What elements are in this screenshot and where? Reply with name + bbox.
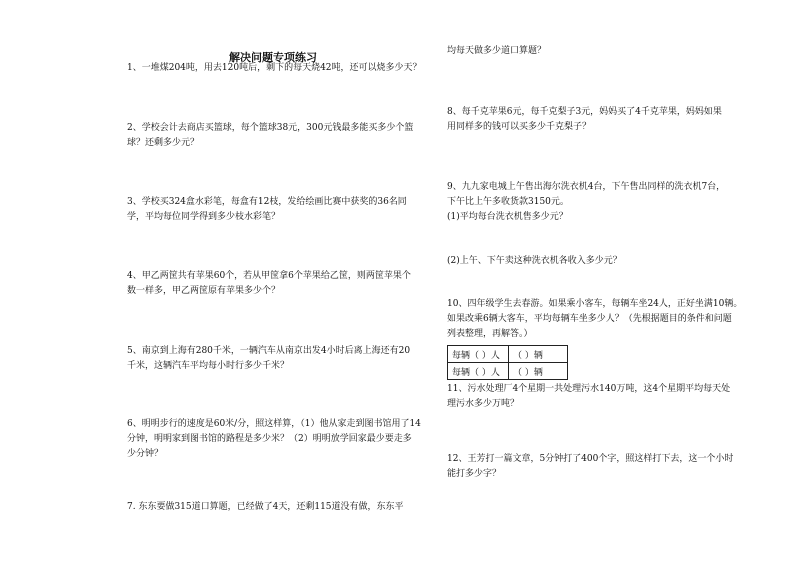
question-9 bbox=[447, 180, 725, 225]
table-cell: （ ）辆 bbox=[509, 346, 568, 363]
question-2 bbox=[127, 121, 413, 151]
question-line: (1)平均每台洗衣机售多少元？ bbox=[447, 212, 568, 222]
question-line: (2)上午、下午卖这种洗衣机各收入多少元？ bbox=[447, 256, 622, 266]
question-line: 如果改乘6辆大客车，平均每辆车坐多少人？（先根据题目的条件和问题 bbox=[447, 314, 732, 324]
question-line: 3、学校买324盒水彩笔，每盒有12枝，发给绘画比赛中获奖的36名同 bbox=[127, 197, 407, 207]
question-line: 千米，这辆汽车平均每小时行多少千米？ bbox=[127, 361, 290, 371]
table-cell: 每辆（ ）人 bbox=[448, 363, 509, 380]
question-4 bbox=[127, 269, 411, 299]
question-3 bbox=[127, 195, 407, 225]
question-line: 8、每千克苹果6元，每千克梨子3元，妈妈买了4千克苹果，妈妈如果 bbox=[447, 107, 722, 117]
question-line: 均每天做多少道口算题？ bbox=[447, 46, 547, 56]
question-8 bbox=[447, 105, 722, 135]
question-line: 分钟，明明家到图书馆的路程是多少米？（2）明明放学回家最少要走多 bbox=[127, 434, 412, 444]
question-line: 9、九九家电城上午售出海尔洗衣机4台，下午售出同样的洗衣机7台， bbox=[447, 182, 726, 192]
question-line: 下午比上午多收货款3150元。 bbox=[447, 197, 569, 207]
question-7 bbox=[127, 500, 404, 515]
table-cell: （ ）辆 bbox=[509, 363, 568, 380]
question-line: 11、污水处理厂4个星期一共处理污水140万吨，这4个星期平均每天处 bbox=[447, 384, 731, 394]
question-line: 12、王芳打一篇文章，5分钟打了400个字，照这样打下去，这一个小时 bbox=[447, 454, 734, 464]
question-7-continued bbox=[447, 44, 546, 59]
question-line: 能打多少字？ bbox=[447, 469, 502, 479]
page-title: 解决问题专项练习 bbox=[229, 51, 317, 64]
question-line: 用同样多的钱可以买多少千克梨子？ bbox=[447, 122, 592, 132]
question-6 bbox=[127, 417, 421, 462]
question-line: 10、四年级学生去春游。如果乘小客车，每辆车坐24人，正好坐满10辆。 bbox=[447, 299, 743, 309]
answer-table bbox=[447, 345, 568, 380]
question-line: 6、明明步行的速度是60米/分，照这样算，（1）他从家走到图书馆用了14 bbox=[127, 419, 421, 429]
question-line: 7. 东东要做315道口算题，已经做了4天，还剩115道没有做，东东平 bbox=[127, 502, 404, 512]
question-line: 5、南京到上海有280千米，一辆汽车从南京出发4小时后离上海还有20 bbox=[127, 346, 411, 356]
question-line: 学，平均每位同学得到多少枝水彩笔？ bbox=[127, 212, 281, 222]
question-line: 列表整理，再解答。） bbox=[447, 329, 533, 339]
question-line: 少分钟？ bbox=[127, 449, 164, 459]
question-line: 1、一堆煤204吨，用去120吨后，剩下的每天烧42吨，还可以烧多少天？ bbox=[127, 63, 422, 73]
question-11 bbox=[447, 382, 730, 412]
question-1 bbox=[127, 61, 422, 76]
table-row bbox=[448, 363, 568, 380]
question-10 bbox=[447, 297, 742, 342]
question-12 bbox=[447, 452, 733, 482]
table-cell: 每辆（ ）人 bbox=[448, 346, 509, 363]
question-line: 球？还剩多少元？ bbox=[127, 138, 200, 148]
table-row bbox=[448, 346, 568, 363]
question-9-part-2 bbox=[447, 254, 622, 269]
question-line: 4、甲乙两筐共有苹果60个，若从甲筐拿6个苹果给乙筐，则两筐苹果个 bbox=[127, 271, 411, 281]
question-line: 理污水多少万吨？ bbox=[447, 399, 520, 409]
question-5 bbox=[127, 344, 410, 374]
question-line: 数一样多，甲乙两筐原有苹果多少个？ bbox=[127, 286, 281, 296]
question-line: 2、学校会计去商店买篮球，每个篮球38元，300元钱最多能买多少个篮 bbox=[127, 123, 414, 133]
